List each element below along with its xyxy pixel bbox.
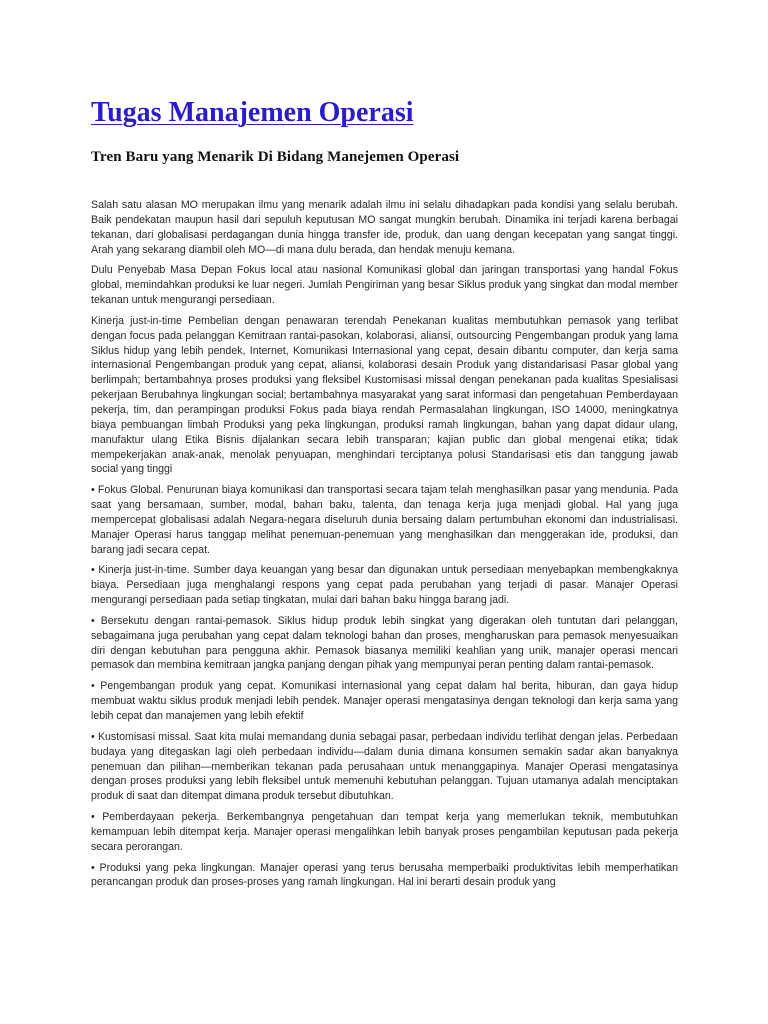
bullet-just-in-time: • Kinerja just-in-time. Sumber daya keuangan yang besar dan digunakan untuk persediaan menyebapkan membengkaknya biaya. Persediaan juga menghalangi respons yang cepat pada perubahan yang terjadi di pasar. Manajer Operasi mengurangi persediaan pada setiap tingkatan, mulai dari bahan baku hingga barang jadi. [91,564,678,607]
bullet-kustomisasi-missal: • Kustomisasi missal. Saat kita mulai memandang dunia sebagai pasar, perbedaan individu terlihat dengan jelas. Perbedaan budaya yang ditegaskan lagi oleh perbedaan individu—dalam dunia dimana konsumen semakin sadar akan banyaknya penemuan dan pilihan—memberikan tekanan pada perusahaan untuk menanggapinya. Manajer Operasi mengatasinya dengan proses produksi yang lebih fleksibel untuk memenuhi kebutuhan pelanggan. Tujuan utamanya adalah menciptakan produk di saat dan ditempat dimana produk tersebut dibutuhkan. [91,730,678,803]
document-subtitle: Tren Baru yang Menarik Di Bidang Manejemen Operasi [91,149,460,165]
bullet-pemberdayaan-pekerja: • Pemberdayaan pekerja. Berkembangnya pengetahuan dan tempat kerja yang memerlukan teknik, membutuhkan kemampuan lebih ditempat kerja. Manajer operasi mengalihkan lebih banyak proses pengambilan keputusan pada pekerja secara perorangan. [91,811,678,853]
paragraph-comparison-1: Dulu Penyebab Masa Depan Fokus local atau nasional Komunikasi global dan jaringan transportasi yang handal Fokus global, memindahkan produksi ke luar negeri. Jumlah Pengiriman yang besar Siklus produk yang singkat dan modal member tekanan untuk mengurangi persediaan. [91,264,678,307]
paragraph-intro: Salah satu alasan MO merupakan ilmu yang menarik adalah ilmu ini selalu dihadapkan pada kondisi yang selalu berubah. Baik pendekatan maupun hasil dari sepuluh keputusan MO sangat mungkin berubah. Dinamika ini terjadi karena berbagai tekanan, dari globalisasi perdagangan dunia hingga transfer ide, produk, dan uang dengan kecepatan yang sangat tinggi. Arah yang sekarang diambil oleh MO—di mana dulu berada, dan hendak menuju kemana. [91,199,678,256]
bullet-fokus-global: • Fokus Global. Penurunan biaya komunikasi dan transportasi secara tajam telah menghasilkan pasar yang mendunia. Pada saat yang bersamaan, sumber, modal, bahan baku, talenta, dan tenaga kerja juga menjadi global. Hal yang juga mempercepat globalisasi adalah Negara-negara diseluruh dunia bersaing dalam pertumbuhan ekonomi dan industrialisasi. Manajer Operasi harus tanggap melihat penemuan-penemuan yang menghasilkan dan menggerakan ide, produksi, dan barang jadi secara cepat. [91,484,678,556]
bullet-pengembangan-produk: • Pengembangan produk yang cepat. Komunikasi internasional yang cepat dalam hal berita, hiburan, dan gaya hidup membuat waktu siklus produk menjadi lebih pendek. Manajer operasi mengatasinya dengan teknologi dan kerja sama yang lebih cepat dan manajemen yang lebih efektif [91,680,678,722]
bullet-rantai-pemasok: • Bersekutu dengan rantai-pemasok. Siklus hidup produk lebih singkat yang digerakan oleh tuntutan dari pelanggan, sebagaimana juga perubahan yang cepat dalam teknologi bahan dan proses, mengharuskan para pemasok menyesuaikan diri dengan kebutuhan para pengguna akhir. Pemasok biasanya memiliki keahlian yang unik, manajer operasi mencari pemasok dan membina kemitraan jangka panjang dengan pihak yang mempunyai peran penting dalam rantai-pemasok. [91,614,678,672]
bullet-produksi-peka-lingkungan: • Produksi yang peka lingkungan. Manajer operasi yang terus berusaha memperbaiki produktivitas lebih memperhatikan perancangan produk dan proses-proses yang ramah lingkungan. Hal ini berarti desain produk yang [91,861,678,889]
document-page [91,96,678,896]
document-title-link[interactable]: Tugas Manajemen Operasi [91,97,414,128]
paragraph-comparison-2: Kinerja just-in-time Pembelian dengan penawaran terendah Penekanan kualitas membutuhkan pemasok yang terlibat dengan focus pada pelanggan Kemitraan rantai-pasokan, kolaborasi, aliansi, outsourcing Pengembangan produk yang lama Siklus hidup yang lebih pendek, Internet, Komunikasi Internasional yang cepat, desain dibantu computer, dan kerja sama internasional Pengembangan produk yang cepat, aliansi, kolaborasi desain Produk yang distandarisasi Pasar global yang berlimpah; bertambahnya proses produksi yang fleksibel Kustomisasi missal dengan penekanan pada kualitas Spesialisasi pekerjaan Berubahnya lingkungan social; bertambahnya masyarakat yang sarat informasi dan pengetahuan Pemberdayaan pekerja, tim, dan perampingan produksi Fokus pada biaya rendah Permasalahan lingkungan, ISO 14000, meningkatnya biaya pembuangan limbah Produksi yang peka lingkungan, produksi ramah lingkungan, bahan yang dapat didaur ulang, manufaktur ulang Etika Bisnis dijalankan secara lebih transparan; kajian public dan global mengenai etika; tidak mempekerjakan anak-anak, menolak penyuapan, menghindari terciptanya polusi Standarisasi etis dan tanggung jawab social yang tinggi [91,314,678,476]
document-body [91,198,678,890]
